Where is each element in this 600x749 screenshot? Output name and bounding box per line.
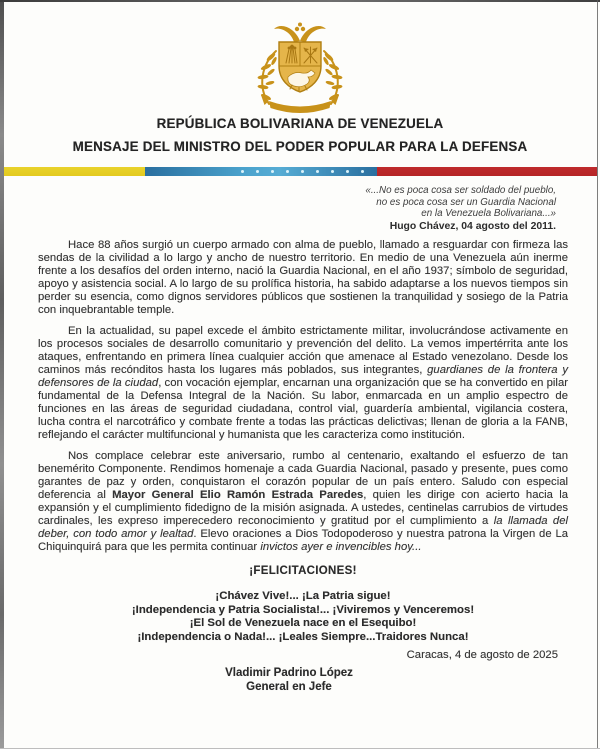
quote-line: en la Venezuela Bolivariana...» <box>421 208 556 220</box>
flag-stripe-red <box>377 167 597 176</box>
paragraph-2: En la actualidad, su papel excede el ámbito estrictamente militar, involucrándose activamente en los procesos sociales de desarrollo comunitario y prevención del delito. La vemos impertérrita ante los ataques, enfrentando en primera línea cualquier acción que amenace al Estado venezolano. Desde los caminos más recónditos hasta los lugares más poblados, sus integrantes, guardianes de la frontera y defensores de la ciudad, con vocación ejemplar, encarnan una organización que se ha convertido en pilar fundamental de la Defensa Integral de la Nación. Su labor, enmarcada en un amplio espectro de funciones en las áreas de seguridad ciudadana, control vial, guardería ambiental, vigilancia costera, lucha contra el narcotráfico y combate frente a todas las prácticas delictivas; llenan de gloria a la FANB, reflejando el carácter multifuncional y humanista que les caracteriza como institución. <box>38 325 568 441</box>
flag-star-dot <box>301 170 304 173</box>
slogan-line: ¡Independencia y Patria Socialista!... ¡Viviremos y Venceremos! <box>131 603 475 616</box>
flag-star-dot <box>331 170 334 173</box>
flag-star-dot <box>241 170 244 173</box>
slogans-block <box>38 590 568 644</box>
quote-attribution: Hugo Chávez, 04 agosto del 2011. <box>389 220 556 232</box>
paragraph-1: Hace 88 años surgió un cuerpo armado con alma de pueblo, llamado a resguardar con firmeza las sendas de la civilidad a lo largo y ancho de nuestro territorio. En medio de una Venezuela aún inerme frente a los desafíos del orden interno, nació la Guardia Nacional, en el año 1937; símbolo de seguridad, apoyo y asistencia social. A lo largo de su prolífica historia, ha sabido adaptarse a los nuevos tiempos sin perder su esencia, como dignos servidores públicos que sostienen la tranquilidad y sosiego de la Patria con inquebrantable temple. <box>38 239 568 316</box>
scan-edge-right <box>597 0 598 749</box>
signature-block <box>24 667 554 693</box>
flag-star-dot <box>256 170 259 173</box>
flag-stars <box>241 170 364 173</box>
letter-body <box>38 239 568 694</box>
flag-stripe-blue <box>145 167 377 176</box>
flag-stripe-yellow <box>4 167 145 176</box>
document-title-line2: MENSAJE DEL MINISTRO DEL PODER POPULAR PARA LA DEFENSA <box>72 139 528 154</box>
scan-edge-top <box>0 0 600 2</box>
scan-edge-left <box>0 0 4 749</box>
slogan-line: ¡Chávez Vive!... ¡La Patria sigue! <box>215 590 391 602</box>
flag-stripe <box>4 167 597 176</box>
document-title-line1: REPÚBLICA BOLIVARIANA DE VENEZUELA <box>156 116 444 131</box>
quote-line: «...No es poca cosa ser soldado del pueblo, <box>365 185 556 196</box>
slogan-line: ¡Independencia o Nada!... ¡Leales Siempre...Traidores Nunca! <box>137 630 469 643</box>
signature-name: Vladimir Padrino López <box>225 667 353 680</box>
epigraph-quote <box>365 185 556 232</box>
slogan-line: ¡El Sol de Venezuela nace en el Esequibo! <box>189 617 417 630</box>
flag-star-dot <box>361 170 364 173</box>
signature-title: General en Jefe <box>246 680 332 693</box>
quote-line: no es poca cosa ser un Guardia Nacional <box>376 196 556 208</box>
flag-star-dot <box>286 170 289 173</box>
dateline: Caracas, 4 de agosto de 2025 <box>406 649 558 662</box>
venezuela-coat-of-arms-icon <box>241 14 359 119</box>
paragraph-3: Nos complace celebrar este aniversario, rumbo al centenario, exaltando el esfuerzo de tan benemérito Componente. Rendimos homenaje a cada Guardia Nacional, pasado y presente, pues como garantes de paz y orden, conquistaron el corazón popular de un país entero. Saludo con especial deferencia al Mayor General Elio Ramón Estrada Paredes, quien les dirige con acierto hacia la expansión y el cumplimiento fidedigno de la misión asignada. A ustedes, centinelas carrubios de virtudes cardinales, les expreso imperecedero reconocimiento y gratitud por el cumplimiento a la llamada del deber, con todo amor y lealtad. Elevo oraciones a Dios Todopoderoso y nuestra patrona la Virgen de La Chiquinquirá para que les permita continuar invictos ayer e invencibles hoy... <box>38 450 569 553</box>
felicitaciones-heading: ¡FELICITACIONES! <box>249 565 357 577</box>
flag-star-dot <box>316 170 319 173</box>
flag-star-dot <box>271 170 274 173</box>
flag-star-dot <box>346 170 349 173</box>
